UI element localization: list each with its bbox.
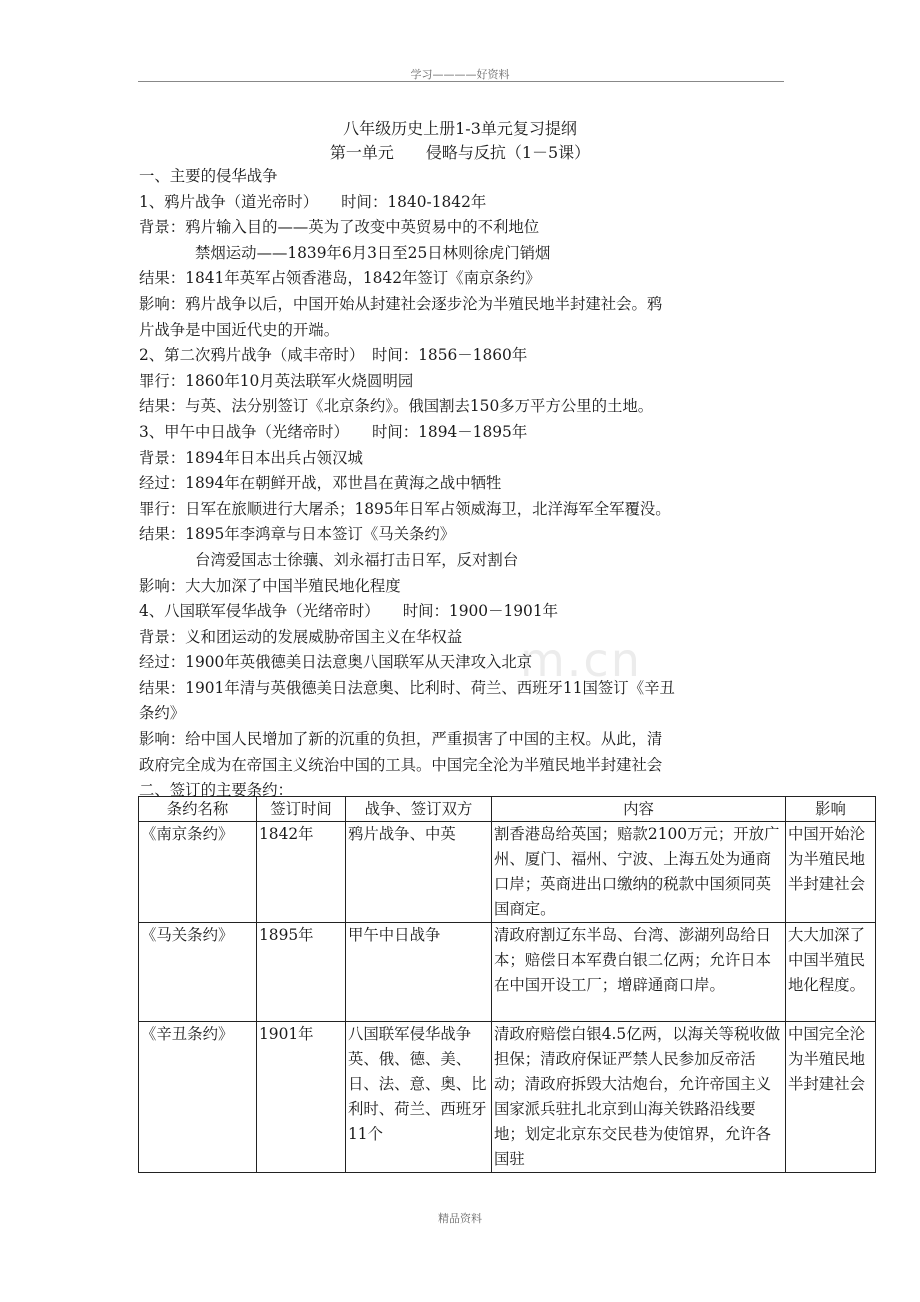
- column-header: 内容: [492, 797, 786, 822]
- treaty-content-cell: 割香港岛给英国；赔款2100万元；开放广州、厦门、福州、宁波、上海五处为通商口岸；英商进出口缴纳的税款中国须同英国商定。: [492, 822, 786, 923]
- treaty-parties-cell: 鸦片战争、中英: [346, 822, 492, 923]
- table-row: [139, 822, 876, 923]
- outline-line: 背景：1894年日本出兵占领汉城: [139, 448, 363, 467]
- outline-line: 罪行：1860年10月英法联军火烧圆明园: [139, 371, 414, 390]
- table-row: [139, 923, 876, 1022]
- outline-line: 经过：1900年英俄德美日法意奥八国联军从天津攻入北京: [139, 653, 533, 672]
- outline-line: 背景：鸦片输入目的——英为了改变中英贸易中的不利地位: [139, 218, 540, 237]
- page-header: 学习————好资料: [410, 68, 510, 81]
- treaty-date-cell: 1901年: [257, 1022, 346, 1173]
- table-row: [139, 1022, 876, 1173]
- outline-line: 结果：1895年李鸿章与日本签订《马关条约》: [139, 525, 456, 544]
- unit-subtitle: 第一单元 侵略与反抗（1－5课）: [329, 143, 591, 162]
- page-footer: 精品资料: [438, 1212, 482, 1225]
- treaty-name-cell: 《辛丑条约》: [139, 1022, 257, 1173]
- outline-line: 结果：1901年清与英俄德美日法意奥、比利时、荷兰、西班牙11国签订《辛丑: [139, 678, 675, 697]
- outline-line: 结果：1841年英军占领香港岛，1842年签订《南京条约》: [139, 269, 541, 288]
- outline-line: 台湾爱国志士徐骧、刘永福打击日军，反对割台: [195, 550, 519, 569]
- treaty-impact-cell: 中国完全沦为半殖民地半封建社会: [786, 1022, 876, 1173]
- outline-line: 背景：义和团运动的发展威胁帝国主义在华权益: [139, 627, 463, 646]
- treaty-parties-cell: 甲午中日战争: [346, 923, 492, 1022]
- watermark: m.cn: [520, 633, 642, 687]
- war-heading: 3、甲午中日战争（光绪帝时） 时间：1894－1895年: [139, 422, 528, 441]
- outline-body: [139, 164, 779, 804]
- outline-line: 罪行：日军在旅顺进行大屠杀；1895年日军占领威海卫，北洋海军全军覆没。: [139, 499, 671, 518]
- outline-line: 结果：与英、法分别签订《北京条约》。俄国割去150多万平方公里的土地。: [139, 397, 654, 416]
- column-header: 条约名称: [139, 797, 257, 822]
- treaty-content-cell: 清政府割辽东半岛、台湾、澎湖列岛给日本；赔偿日本军费白银二亿两；允许日本在中国开设工厂；增辟通商口岸。: [492, 923, 786, 1022]
- outline-line: 经过：1894年在朝鲜开战，邓世昌在黄海之战中牺牲: [139, 474, 502, 493]
- outline-line: 影响：大大加深了中国半殖民地化程度: [139, 576, 401, 595]
- table-header-row: [139, 797, 876, 822]
- treaty-table: [138, 796, 876, 1173]
- column-header: 战争、签订双方: [346, 797, 492, 822]
- war-heading: 1、鸦片战争（道光帝时） 时间：1840-1842年: [139, 192, 487, 211]
- war-heading: 4、八国联军侵华战争（光绪帝时） 时间：1900－1901年: [139, 602, 559, 621]
- treaty-date-cell: 1895年: [257, 923, 346, 1022]
- treaty-impact-cell: 中国开始沦为半殖民地半封建社会: [786, 822, 876, 923]
- column-header: 影响: [786, 797, 876, 822]
- outline-line: 禁烟运动——1839年6月3日至25日林则徐虎门销烟: [195, 243, 551, 262]
- section-heading: 一、主要的侵华战争: [139, 167, 278, 185]
- treaty-parties-cell: 八国联军侵华战争英、俄、德、美、日、法、意、奥、比利时、荷兰、西班牙11个: [346, 1022, 492, 1173]
- war-heading: 2、第二次鸦片战争（咸丰帝时） 时间：1856－1860年: [139, 346, 528, 365]
- outline-line: 影响：鸦片战争以后，中国开始从封建社会逐步沦为半殖民地半封建社会。鸦: [139, 294, 663, 313]
- treaty-name-cell: 《南京条约》: [139, 822, 257, 923]
- treaty-name-cell: 《马关条约》: [139, 923, 257, 1022]
- treaty-date-cell: 1842年: [257, 822, 346, 923]
- column-header: 签订时间: [257, 797, 346, 822]
- treaty-content-cell: 清政府赔偿白银4.5亿两，以海关等税收做担保；清政府保证严禁人民参加反帝活动；清政府拆毁大沽炮台，允许帝国主义国家派兵驻扎北京到山海关铁路沿线要地；划定北京东交民巷为使馆界，允许各国驻: [492, 1022, 786, 1173]
- document-title: 八年级历史上册1-3单元复习提纲: [343, 119, 577, 138]
- treaty-impact-cell: 大大加深了中国半殖民地化程度。: [786, 923, 876, 1022]
- outline-line: 条约》: [139, 704, 186, 723]
- header-divider: [138, 81, 784, 82]
- outline-line: 片战争是中国近代史的开端。: [139, 320, 340, 339]
- section-heading: 二、签订的主要条约：: [139, 781, 293, 800]
- outline-line: 影响：给中国人民增加了新的沉重的负担，严重损害了中国的主权。从此，清: [139, 730, 663, 749]
- outline-line: 政府完全成为在帝国主义统治中国的工具。中国完全沦为半殖民地半封建社会: [139, 755, 663, 774]
